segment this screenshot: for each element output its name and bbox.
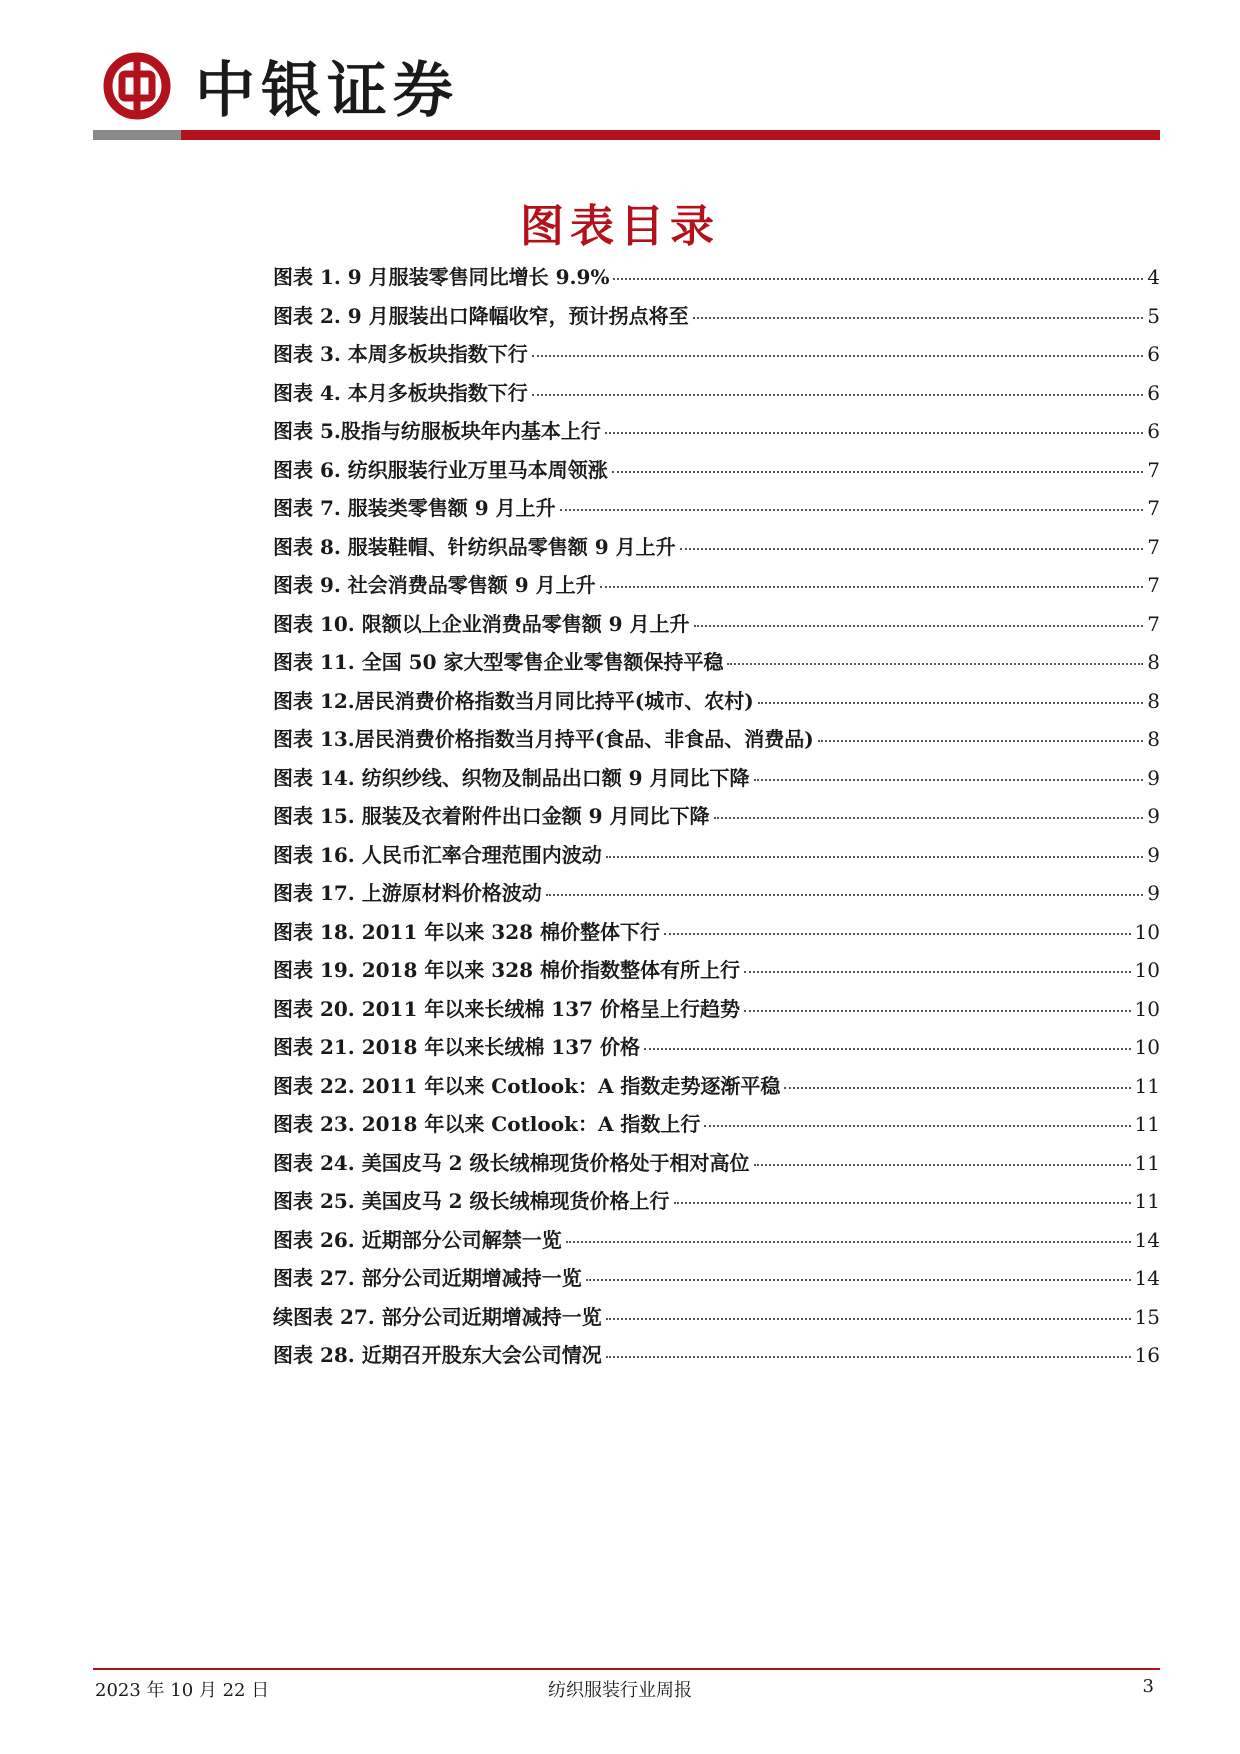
toc-entry-label: 图表 25. 美国皮马 2 级长绒棉现货价格上行 — [273, 1189, 670, 1213]
toc-entry-label: 图表 2. 9 月服装出口降幅收窄，预计拐点将至 — [273, 303, 689, 328]
toc-entry-label: 图表 24. 美国皮马 2 级长绒棉现货价格处于相对高位 — [273, 1150, 750, 1175]
page-header — [93, 36, 1153, 136]
toc-entry-page: 8 — [1147, 650, 1160, 674]
toc-entry-page: 6 — [1147, 342, 1160, 366]
toc-entry[interactable] — [273, 836, 1160, 875]
toc-entry-page: 7 — [1147, 496, 1160, 520]
toc-entry-label: 图表 14. 纺织纱线、织物及制品出口额 9 月同比下降 — [273, 765, 750, 790]
toc-leader-dots — [674, 1202, 1131, 1204]
toc-entry[interactable] — [273, 797, 1160, 836]
toc-entry-label: 图表 26. 近期部分公司解禁一览 — [273, 1227, 562, 1252]
toc-entry-page: 9 — [1147, 765, 1160, 790]
toc-leader-dots — [694, 625, 1144, 627]
toc-leader-dots — [605, 432, 1143, 434]
toc-leader-dots — [784, 1087, 1130, 1089]
toc-entry[interactable] — [273, 759, 1160, 798]
toc-entry[interactable] — [273, 990, 1160, 1029]
toc-entry-label: 图表 18. 2011 年以来 328 棉价整体下行 — [273, 919, 661, 944]
toc-leader-dots — [664, 933, 1131, 935]
toc-leader-dots — [680, 548, 1144, 550]
toc-entry-label: 图表 22. 2011 年以来 Cotlook：A 指数走势逐渐平稳 — [273, 1073, 781, 1098]
toc-entry-page: 10 — [1134, 1035, 1160, 1059]
toc-leader-dots — [606, 1318, 1131, 1320]
toc-leader-dots — [744, 1010, 1131, 1012]
toc-leader-dots — [754, 779, 1144, 781]
toc-entry-label: 图表 16. 人民币汇率合理范围内波动 — [273, 842, 602, 867]
toc-leader-dots — [644, 1048, 1131, 1050]
toc-entry-page: 9 — [1147, 804, 1160, 828]
toc-entry-label: 图表 11. 全国 50 家大型零售企业零售额保持平稳 — [273, 650, 724, 674]
toc-entry-page: 7 — [1147, 611, 1160, 636]
toc-entry-page: 6 — [1147, 380, 1160, 405]
toc-entry-page: 14 — [1134, 1227, 1160, 1252]
toc-leader-dots — [704, 1125, 1130, 1127]
toc-leader-dots — [532, 355, 1143, 357]
toc-entry[interactable] — [273, 1105, 1160, 1144]
toc-entry-label: 图表 9. 社会消费品零售额 9 月上升 — [273, 573, 596, 597]
toc-entry-page: 7 — [1147, 573, 1160, 597]
toc-entry[interactable] — [273, 1067, 1160, 1106]
toc-entry-label: 续图表 27. 部分公司近期增减持一览 — [273, 1304, 602, 1329]
toc-entry[interactable] — [273, 374, 1160, 413]
toc-entry-page: 9 — [1147, 881, 1160, 905]
toc-entry[interactable] — [273, 489, 1160, 528]
toc-leader-dots — [744, 971, 1131, 973]
toc-entry[interactable] — [273, 720, 1160, 759]
brand-name: 中银证券 — [195, 56, 459, 126]
toc-entry[interactable] — [273, 1259, 1160, 1298]
toc-leader-dots — [714, 817, 1144, 819]
toc-entry[interactable] — [273, 1298, 1160, 1337]
footer-date: 2023 年 10 月 22 日 — [95, 1680, 270, 1701]
toc-entry[interactable] — [273, 682, 1160, 721]
toc-entry-page: 4 — [1147, 265, 1160, 289]
toc-entry-label: 图表 20. 2011 年以来长绒棉 137 价格呈上行趋势 — [273, 996, 741, 1021]
toc-leader-dots — [600, 586, 1144, 588]
toc-leader-dots — [586, 1279, 1131, 1281]
toc-entry-page: 10 — [1134, 996, 1160, 1021]
toc-entry-page: 14 — [1134, 1266, 1160, 1290]
toc-entry-label: 图表 3. 本周多板块指数下行 — [273, 342, 528, 366]
toc-entry-page: 7 — [1147, 534, 1160, 559]
toc-entry-label: 图表 1. 9 月服装零售同比增长 9.9% — [273, 265, 610, 289]
toc-entry-page: 10 — [1134, 919, 1160, 944]
toc-leader-dots — [606, 856, 1144, 858]
toc-entry-page: 16 — [1134, 1343, 1160, 1367]
toc-leader-dots — [612, 471, 1143, 473]
toc-entry[interactable] — [273, 1028, 1160, 1067]
toc-entry[interactable] — [273, 566, 1160, 605]
toc-entry-label: 图表 21. 2018 年以来长绒棉 137 价格 — [273, 1035, 641, 1059]
toc-entry-page: 8 — [1147, 727, 1160, 751]
toc-entry[interactable] — [273, 412, 1160, 451]
toc-entry-label: 图表 8. 服装鞋帽、针纺织品零售额 9 月上升 — [273, 534, 676, 559]
toc-entry[interactable] — [273, 1336, 1160, 1375]
toc-leader-dots — [818, 740, 1144, 742]
toc-entry-label: 图表 4. 本月多板块指数下行 — [273, 380, 528, 405]
toc-entry-page: 5 — [1147, 303, 1160, 328]
toc-entry-label: 图表 5.股指与纺服板块年内基本上行 — [273, 419, 601, 443]
toc-entry-page: 15 — [1134, 1304, 1160, 1329]
toc-entry-page: 8 — [1147, 688, 1160, 713]
toc-leader-dots — [560, 509, 1144, 511]
toc-entry-label: 图表 28. 近期召开股东大会公司情况 — [273, 1343, 602, 1367]
toc-entry-page: 11 — [1134, 1150, 1160, 1175]
toc-list — [273, 258, 1160, 1375]
toc-entry[interactable] — [273, 297, 1160, 336]
toc-entry-page: 11 — [1134, 1073, 1160, 1098]
toc-entry[interactable] — [273, 605, 1160, 644]
toc-leader-dots — [754, 1164, 1131, 1166]
toc-leader-dots — [606, 1356, 1131, 1358]
toc-leader-dots — [546, 894, 1144, 896]
toc-entry-label: 图表 10. 限额以上企业消费品零售额 9 月上升 — [273, 611, 690, 636]
toc-entry-label: 图表 27. 部分公司近期增减持一览 — [273, 1266, 582, 1290]
toc-entry-page: 11 — [1134, 1112, 1160, 1136]
toc-entry-page: 11 — [1134, 1189, 1160, 1213]
footer-rule — [93, 1668, 1160, 1670]
toc-title: 图表目录 — [520, 201, 720, 252]
toc-leader-dots — [758, 702, 1144, 704]
toc-entry-page: 9 — [1147, 842, 1160, 867]
toc-entry[interactable] — [273, 874, 1160, 913]
toc-leader-dots — [532, 394, 1143, 396]
toc-entry-page: 6 — [1147, 419, 1160, 443]
toc-entry[interactable] — [273, 1182, 1160, 1221]
toc-entry-label: 图表 12.居民消费价格指数当月同比持平(城市、农村) — [273, 688, 754, 713]
toc-entry[interactable] — [273, 643, 1160, 682]
toc-leader-dots — [727, 663, 1143, 665]
toc-entry-page: 7 — [1147, 457, 1160, 482]
toc-entry-label: 图表 13.居民消费价格指数当月持平(食品、非食品、消费品) — [273, 727, 814, 751]
header-rule-gray — [93, 130, 181, 140]
toc-entry-label: 图表 7. 服装类零售额 9 月上升 — [273, 496, 556, 520]
toc-entry-label: 图表 17. 上游原材料价格波动 — [273, 881, 542, 905]
toc-entry[interactable] — [273, 258, 1160, 297]
toc-entry-label: 图表 19. 2018 年以来 328 棉价指数整体有所上行 — [273, 958, 741, 982]
toc-entry[interactable] — [273, 528, 1160, 567]
toc-entry[interactable] — [273, 451, 1160, 490]
toc-entry[interactable] — [273, 335, 1160, 374]
header-rule-red — [181, 130, 1160, 140]
toc-entry-label: 图表 6. 纺织服装行业万里马本周领涨 — [273, 457, 608, 482]
toc-leader-dots — [566, 1241, 1131, 1243]
toc-entry-label: 图表 15. 服装及衣着附件出口金额 9 月同比下降 — [273, 804, 710, 828]
toc-entry-label: 图表 23. 2018 年以来 Cotlook：A 指数上行 — [273, 1112, 701, 1136]
footer-report-title: 纺织服装行业周报 — [548, 1680, 692, 1701]
toc-entry[interactable] — [273, 951, 1160, 990]
footer-page-number: 3 — [1142, 1676, 1154, 1697]
toc-leader-dots — [613, 278, 1143, 280]
toc-leader-dots — [693, 317, 1144, 319]
toc-entry[interactable] — [273, 1221, 1160, 1260]
toc-entry-page: 10 — [1134, 958, 1160, 982]
toc-entry[interactable] — [273, 913, 1160, 952]
bank-of-china-logo-icon — [103, 52, 171, 120]
toc-entry[interactable] — [273, 1144, 1160, 1183]
